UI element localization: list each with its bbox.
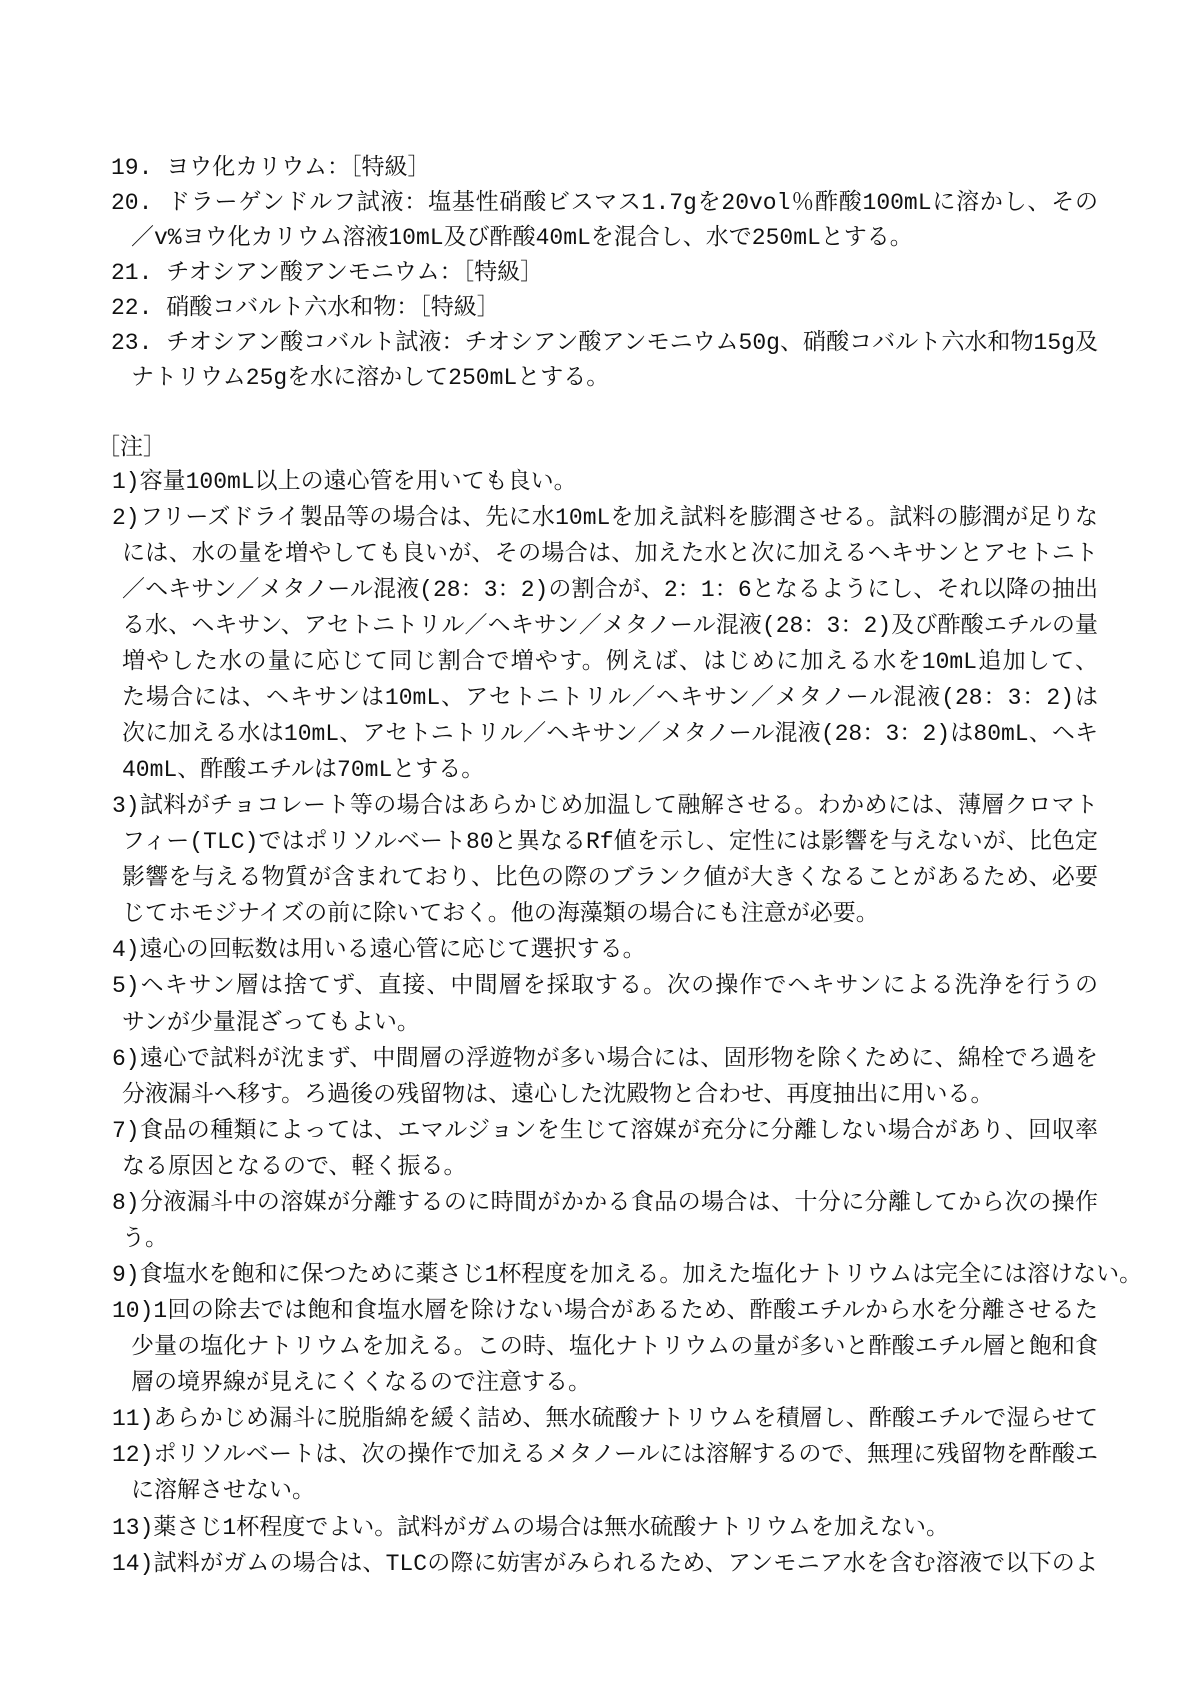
note-item-continuation: サンが少量混ざってもよい。: [122, 1010, 420, 1036]
note-item: 12)ポリソルベートは、次の操作で加えるメタノールには溶解するので、無理に残留物を酢酸エ: [112, 1442, 1098, 1468]
note-item: 13)薬さじ1杯程度でよい。試料がガムの場合は無水硫酸ナトリウムを加えない。: [112, 1515, 949, 1541]
note-item-continuation: なる原因となるので、軽く振る。: [122, 1154, 467, 1180]
note-item: 4)遠心の回転数は用いる遠心管に応じて選択する。: [112, 937, 646, 963]
note-item-continuation: 増やした水の量に応じて同じ割合で増やす。例えば、はじめに加える水を10mL追加して、: [122, 649, 1098, 675]
note-item-continuation: 40mL、酢酸エチルは70mLとする。: [122, 757, 485, 783]
reagent-item: 20. ドラーゲンドルフ試液：塩基性硝酸ビスマス1.7gを20vol％酢酸100mLに溶かし、その: [111, 190, 1098, 216]
note-item-continuation: う。: [122, 1226, 168, 1252]
note-item: 6)遠心で試料が沈まず、中間層の浮遊物が多い場合には、固形物を除くために、綿栓でろ過を: [112, 1046, 1098, 1072]
note-item-continuation: には、水の量を増やしても良いが、その場合は、加えた水と次に加えるヘキサンとアセトニト: [122, 541, 1098, 567]
note-item-continuation: 次に加える水は10mL、アセトニトリル／ヘキサン／メタノール混液(28：3：2)は80mL、ヘキ: [122, 721, 1098, 747]
note-item: 5)ヘキサン層は捨てず、直接、中間層を採取する。次の操作でヘキサンによる洗浄を行うの: [112, 973, 1098, 999]
note-item-continuation: 影響を与える物質が含まれており、比色の際のブランク値が大きくなることがあるため、必要: [122, 865, 1098, 891]
reagent-item: 22. 硝酸コバルト六水和物：［特級］: [111, 295, 500, 321]
note-item: 1)容量100mL以上の遠心管を用いても良い。: [112, 469, 577, 495]
note-item-continuation: ／ヘキサン／メタノール混液(28：3：2)の割合が、2：1：6となるようにし、それ以降の抽出: [122, 577, 1098, 603]
notes-heading: ［注］: [97, 435, 166, 461]
reagent-item: 21. チオシアン酸アンモニウム：［特級］: [111, 260, 544, 286]
note-item: 9)食塩水を飽和に保つために薬さじ1杯程度を加える。加えた塩化ナトリウムは完全には溶けない。: [112, 1262, 1143, 1288]
note-item: 3)試料がチョコレート等の場合はあらかじめ加温して融解させる。わかめには、薄層クロマト: [112, 793, 1098, 819]
reagent-item: 19. ヨウ化カリウム：［特級］: [111, 155, 431, 181]
reagent-item: 23. チオシアン酸コバルト試液：チオシアン酸アンモニウム50g、硝酸コバルト六水和物15g及: [111, 330, 1098, 356]
note-item-continuation: に溶解させない。: [131, 1478, 315, 1504]
note-item: 14)試料がガムの場合は、TLCの際に妨害がみられるため、アンモニア水を含む溶液で以下のよ: [112, 1551, 1098, 1577]
note-item: 10)1回の除去では飽和食塩水層を除けない場合があるため、酢酸エチルから水を分離させるた: [112, 1298, 1098, 1324]
note-item-continuation: 層の境界線が見えにくくなるので注意する。: [131, 1370, 591, 1396]
note-item-continuation: 少量の塩化ナトリウムを加える。この時、塩化ナトリウムの量が多いと酢酸エチル層と飽和食: [131, 1334, 1098, 1360]
note-item: 2)フリーズドライ製品等の場合は、先に水10mLを加え試料を膨潤させる。試料の膨潤が足りな: [112, 505, 1098, 531]
note-item-continuation: る水、ヘキサン、アセトニトリル／ヘキサン／メタノール混液(28：3：2)及び酢酸エチルの量: [122, 613, 1098, 639]
note-item: 8)分液漏斗中の溶媒が分離するのに時間がかかる食品の場合は、十分に分離してから次の操作: [112, 1190, 1098, 1216]
note-item-continuation: フィー(TLC)ではポリソルベート80と異なるRf値を示し、定性には影響を与えないが、比色定: [122, 829, 1098, 855]
note-item-continuation: 分液漏斗へ移す。ろ過後の残留物は、遠心した沈殿物と合わせ、再度抽出に用いる。: [122, 1082, 994, 1108]
note-item-continuation: た場合には、ヘキサンは10mL、アセトニトリル／ヘキサン／メタノール混液(28：3：2)は: [122, 685, 1098, 711]
reagent-item-continuation: ／v%ヨウ化カリウム溶液10mL及び酢酸40mLを混合し、水で250mLとする。: [131, 225, 913, 251]
note-item: 7)食品の種類によっては、エマルジョンを生じて溶媒が充分に分離しない場合があり、回収率: [112, 1118, 1098, 1144]
note-item: 11)あらかじめ漏斗に脱脂綿を緩く詰め、無水硫酸ナトリウムを積層し、酢酸エチルで湿らせて: [112, 1406, 1098, 1432]
note-item-continuation: じてホモジナイズの前に除いておく。他の海藻類の場合にも注意が必要。: [122, 901, 879, 927]
reagent-item-continuation: ナトリウム25gを水に溶かして250mLとする。: [131, 365, 610, 391]
